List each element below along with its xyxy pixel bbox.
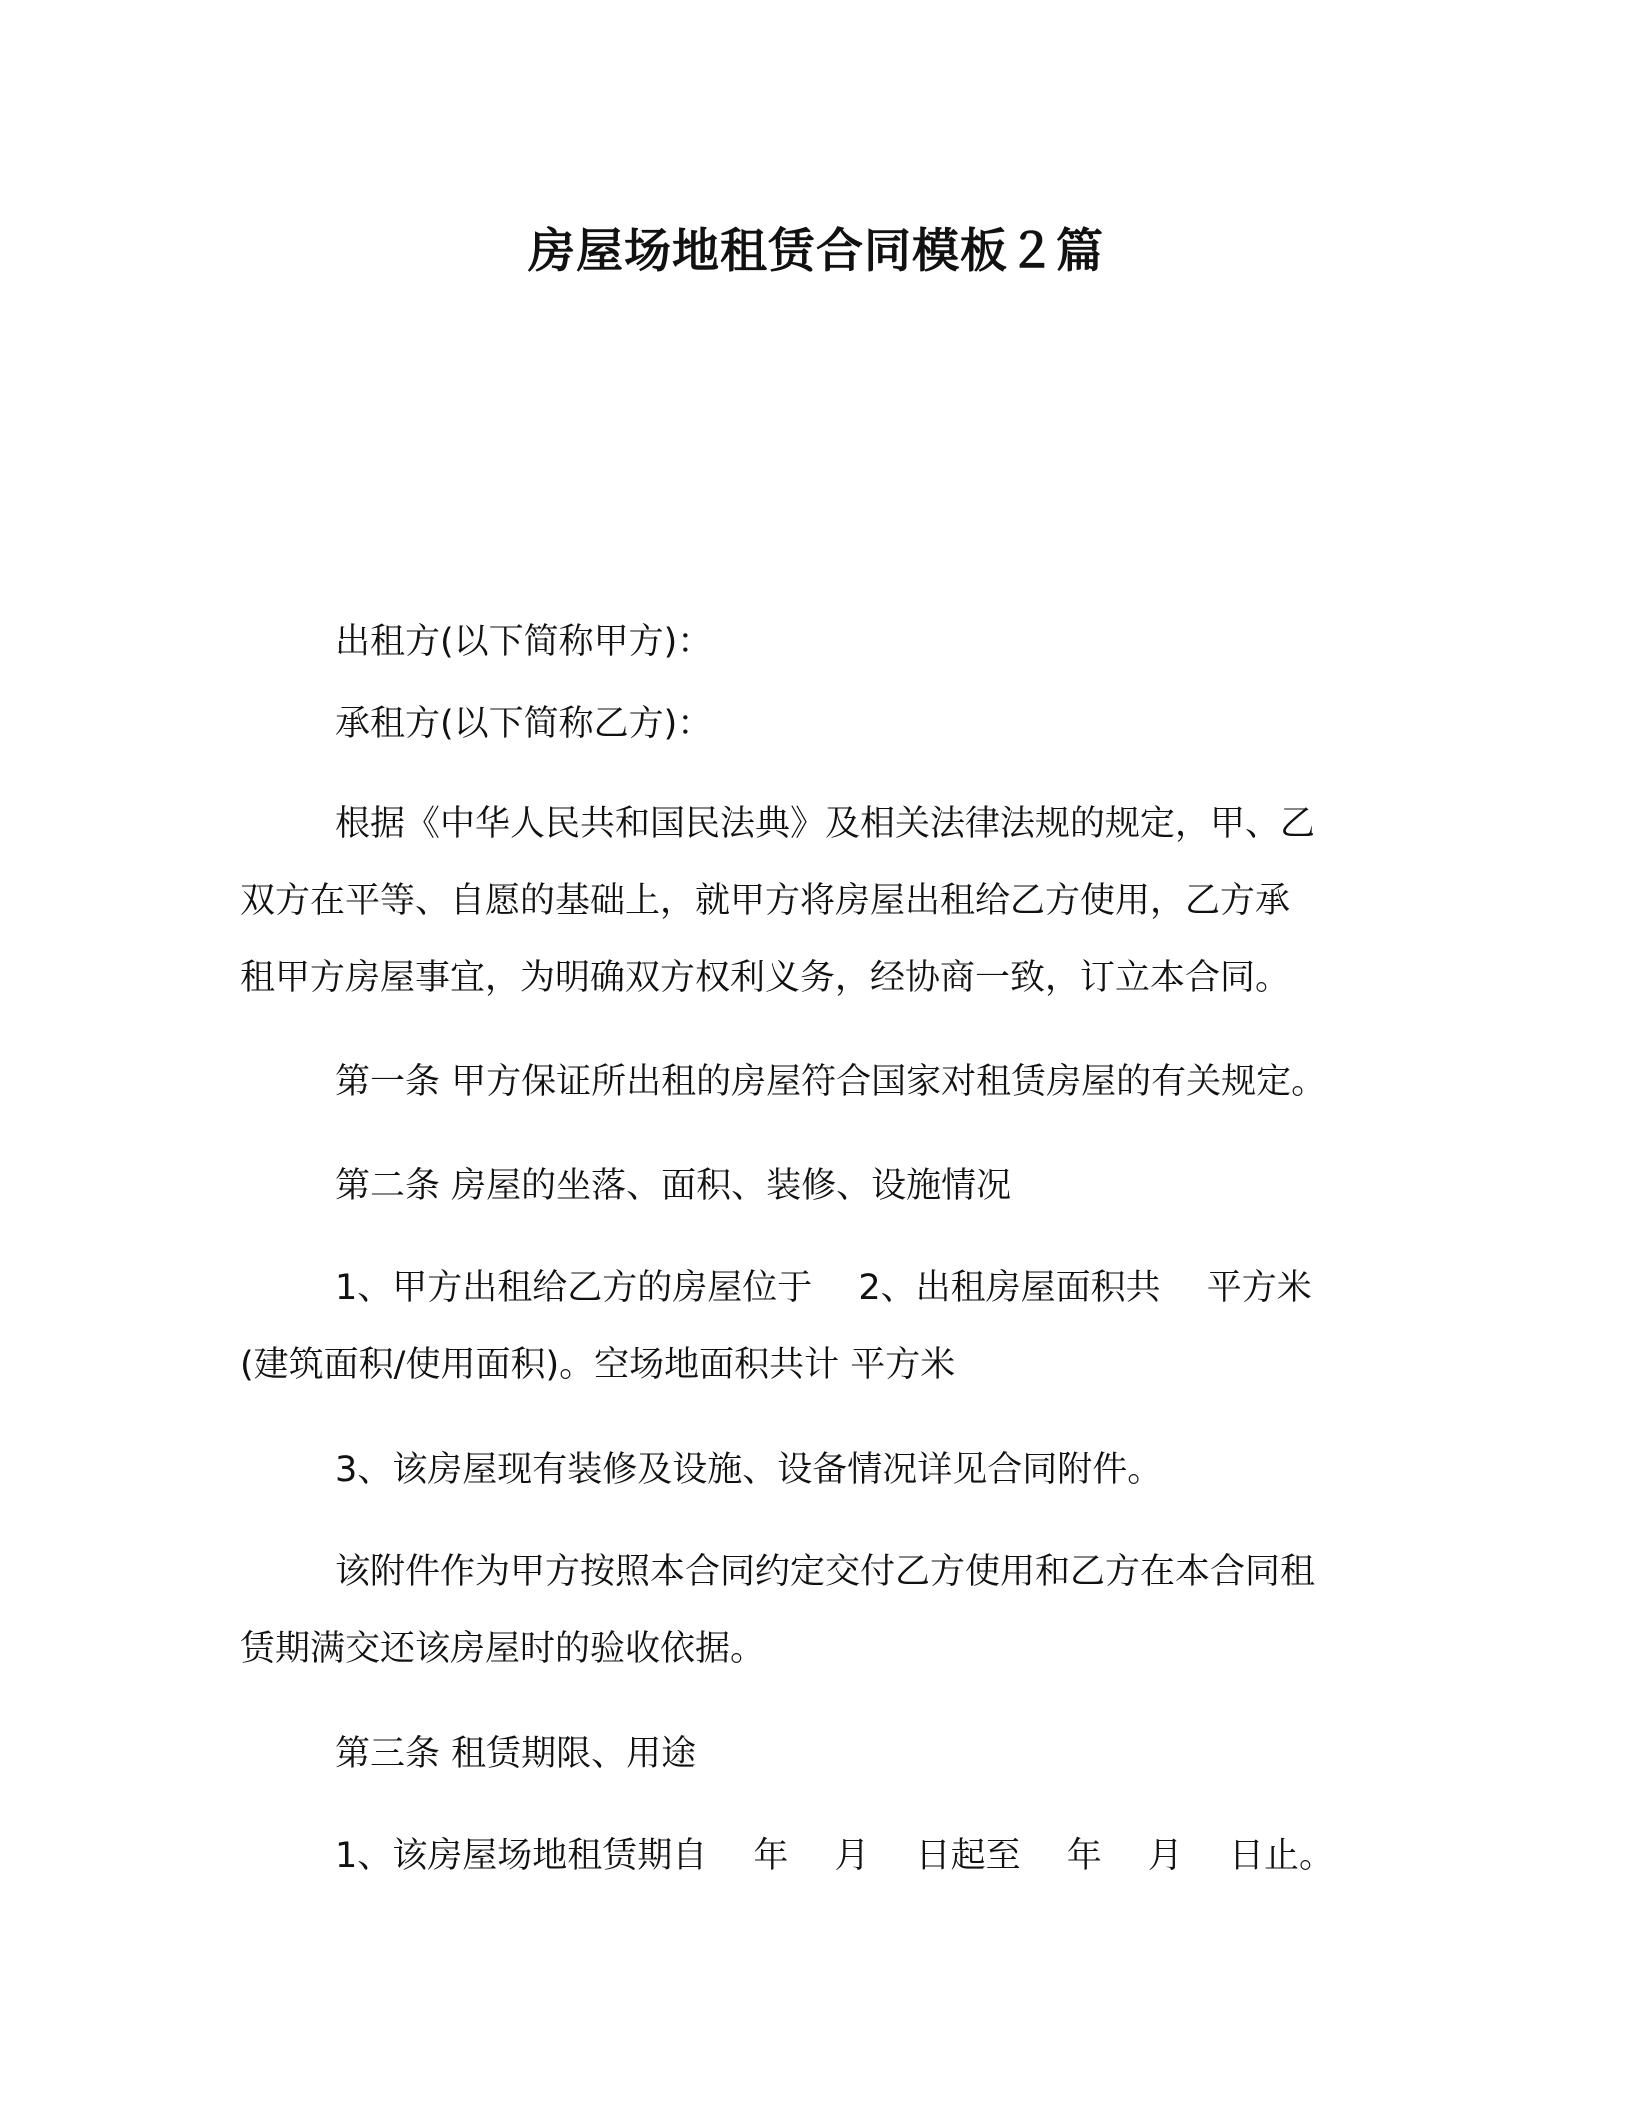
article-3-item-1 [240,1818,1390,1895]
paragraph-line: (建筑面积/使用面积)。空场地面积共计 平方米 [240,1345,956,1385]
paragraph-legal-basis [240,786,1390,1017]
paragraph-line: 根据《中华人民共和国民法典》及相关法律法规的规定，甲、乙 [335,804,1316,844]
document-title: 房屋场地租赁合同模板２篇 [528,224,1104,279]
article-2-items-1-2 [240,1250,1390,1404]
paragraph-line: 1、该房屋场地租赁期自 年 月 日起至 年 月 日止。 [335,1836,1335,1876]
attachment-note [240,1534,1390,1688]
article-3-heading [240,1716,1390,1793]
paragraph-line: 1、甲方出租给乙方的房屋位于 2、出租房屋面积共 平方米 [335,1268,1312,1308]
paragraph-line: 出租方(以下简称甲方)： [335,622,713,662]
paragraph-line: 3、该房屋现有装修及设施、设备情况详见合同附件。 [335,1450,1163,1490]
paragraph-line: 第二条 房屋的坐落、面积、装修、设施情况 [335,1166,1012,1206]
paragraph-line: 租甲方房屋事宜，为明确双方权利义务，经协商一致，订立本合同。 [240,958,1291,998]
paragraph-lessee [240,686,1390,763]
paragraph-line: 承租方(以下简称乙方)： [335,704,713,744]
paragraph-line: 第一条 甲方保证所出租的房屋符合国家对租赁房屋的有关规定。 [335,1062,1327,1102]
paragraph-lessor [240,604,1390,681]
paragraph-line: 该附件作为甲方按照本合同约定交付乙方使用和乙方在本合同租 [335,1552,1316,1592]
article-1 [240,1044,1390,1121]
article-2-heading [240,1148,1390,1225]
article-2-item-3 [240,1432,1390,1509]
paragraph-line: 赁期满交还该房屋时的验收依据。 [240,1629,766,1669]
paragraph-line: 双方在平等、自愿的基础上，就甲方将房屋出租给乙方使用，乙方承 [240,881,1291,921]
paragraph-line: 第三条 租赁期限、用途 [335,1734,697,1774]
